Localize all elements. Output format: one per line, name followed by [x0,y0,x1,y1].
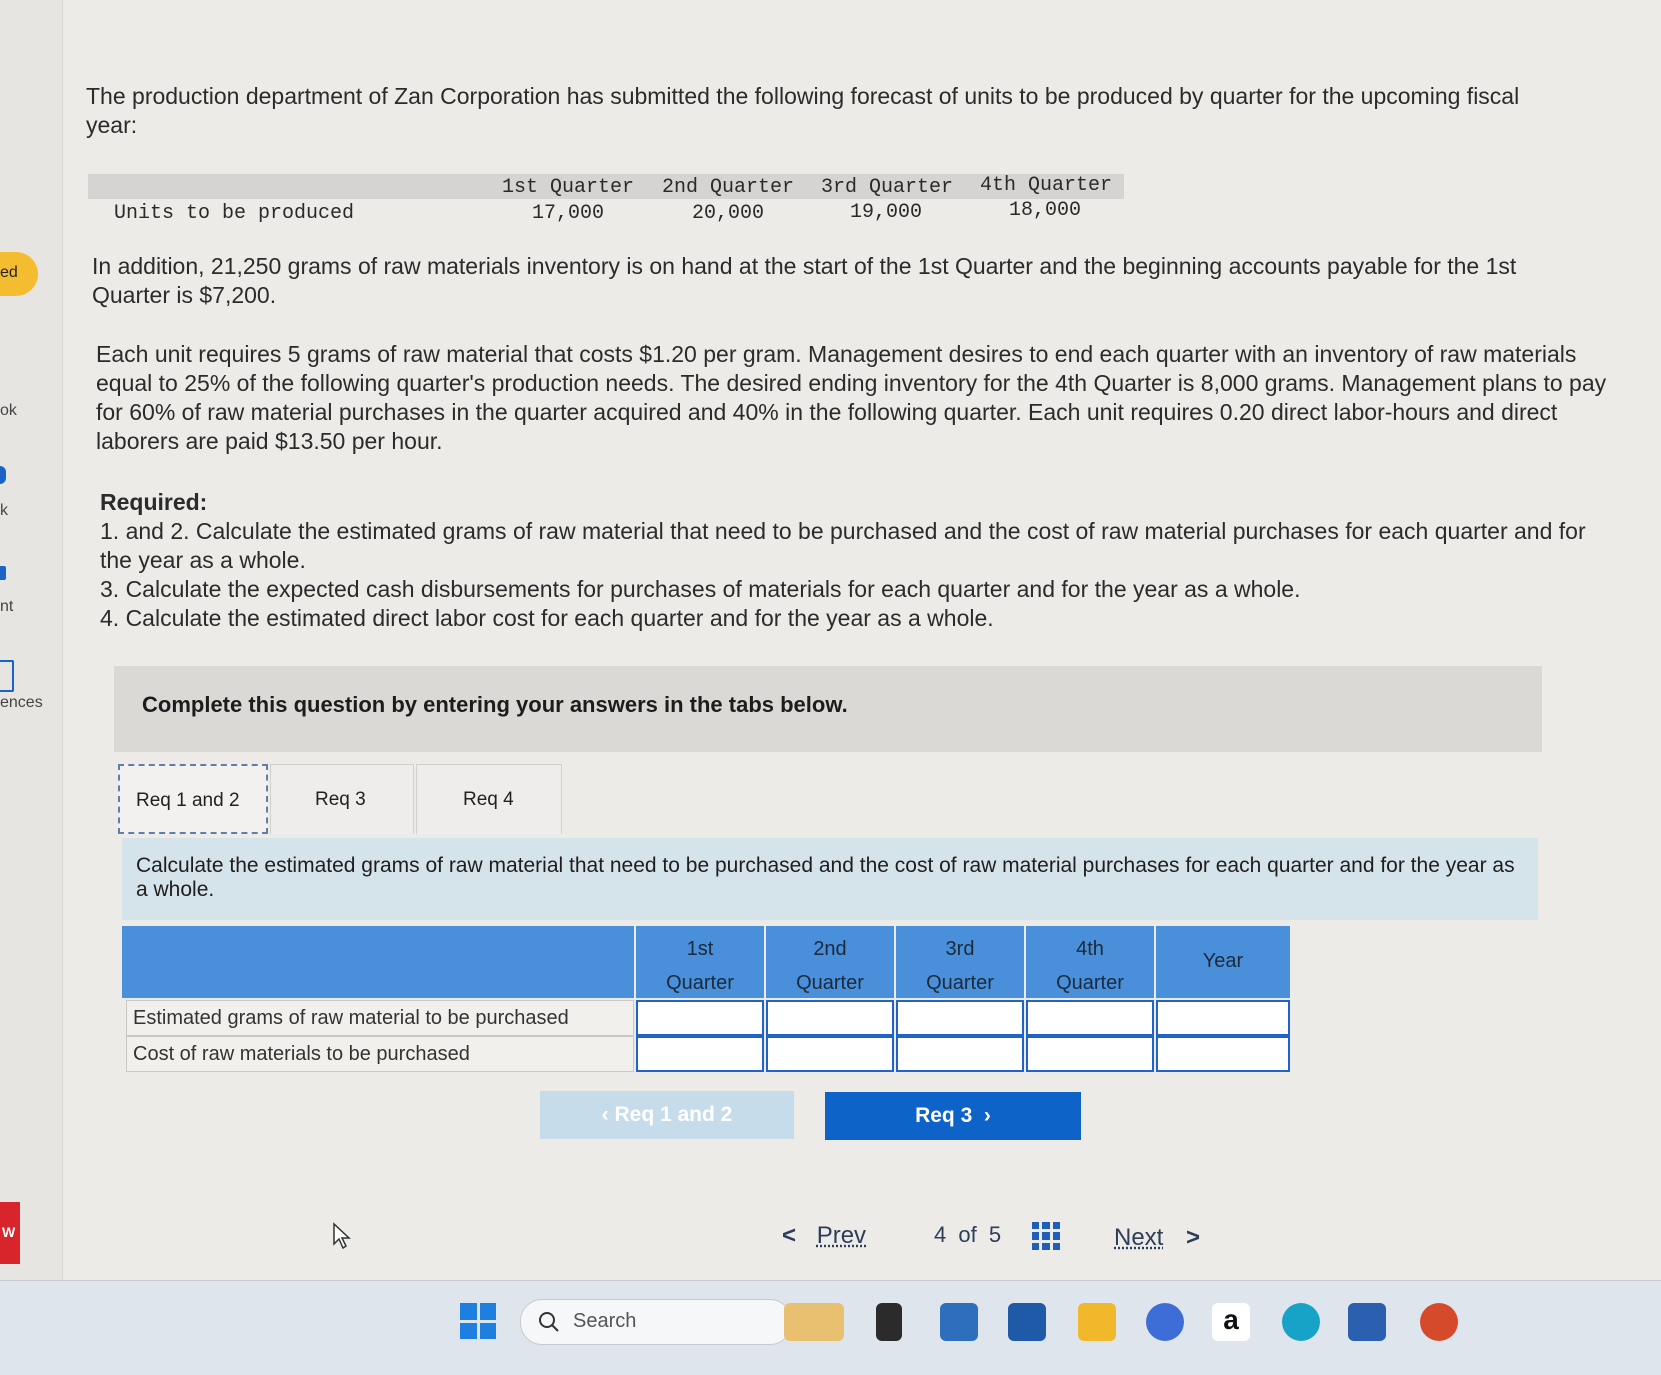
required-item-2: 3. Calculate the expected cash disbursements for purchases of materials for each quarter and for the year as a whole. [100,576,1301,602]
row-label-grams: Estimated grams of raw material to be purchased [126,1000,634,1036]
chevron-left-icon: ‹ [601,1103,609,1126]
tab-label: Req 3 [315,789,366,810]
answer-table-header-blank [122,926,634,998]
forecast-value-q2: 20,000 [692,202,765,225]
tab-instruction [122,838,1538,920]
input-cost-q2[interactable] [766,1036,894,1072]
pagination-next[interactable]: Next > [1114,1224,1201,1251]
forecast-row-label: Units to be produced [114,202,355,225]
column-header-q1: 1st Quarter [636,926,764,998]
required-title: Required: [100,489,208,515]
file-explorer-icon[interactable] [1078,1303,1116,1341]
forecast-table [88,174,1124,230]
left-sidebar [0,0,63,1280]
forecast-value-q3: 19,000 [850,201,923,224]
taskbar-search[interactable]: Search [520,1299,792,1345]
answer-table [122,926,1292,1076]
column-header-year: Year [1156,926,1290,998]
input-grams-q4[interactable] [1026,1000,1154,1036]
sidebar-item-ebook[interactable]: ok [0,402,17,419]
tab-req-4[interactable] [416,764,562,834]
chevron-left-icon: < [782,1222,797,1249]
task-view-icon[interactable] [876,1303,902,1341]
input-grams-q2[interactable] [766,1000,894,1036]
prev-req-button[interactable]: ‹ Req 1 and 2 [540,1091,794,1139]
sidebar-label: ed [0,264,18,281]
input-grams-q3[interactable] [896,1000,1024,1036]
tab-label: Req 1 and 2 [136,790,240,811]
input-cost-q3[interactable] [896,1036,1024,1072]
windows-start-icon[interactable] [460,1303,496,1339]
windows-taskbar [0,1280,1661,1375]
mouse-cursor-icon [332,1222,352,1250]
row-label-cost: Cost of raw materials to be purchased [126,1036,634,1072]
intro-paragraph: The production department of Zan Corporation has submitted the following forecast of units to be produced by quarter for the upcoming fiscal year: [86,83,1520,138]
forecast-value-q4: 18,000 [1009,199,1082,222]
mail-icon[interactable] [1008,1303,1046,1341]
forecast-header-q1: 1st Quarter [502,176,635,199]
powerpoint-icon[interactable] [1420,1303,1458,1341]
pagination-indicator: 4 of 5 [934,1222,1002,1247]
pagination-prev[interactable]: < Prev [782,1222,867,1249]
word-icon[interactable] [1348,1303,1386,1341]
search-icon [537,1310,561,1334]
forecast-header-q4: 4th Quarter [980,174,1113,197]
tab-req-1-and-2[interactable] [118,764,268,834]
column-header-q4: 4th Quarter [1026,926,1154,998]
question-grid-icon[interactable] [1032,1222,1060,1250]
sidebar-dot-icon [0,466,6,484]
widgets-icon[interactable] [784,1303,844,1341]
store-icon[interactable] [940,1303,978,1341]
sidebar-item-ask[interactable]: k [0,502,8,519]
tab-label: Req 4 [463,789,514,810]
instructions-banner-text: Complete this question by entering your answers in the tabs below. [142,692,848,717]
sidebar-item-print[interactable]: nt [0,598,14,615]
input-grams-year[interactable] [1156,1000,1290,1036]
assumptions-paragraph: Each unit requires 5 grams of raw material that costs $1.20 per gram. Management desires to end each quarter with an inventory of raw materials equal to 25% of the following quarter's production needs. The desired ending inventory for the 4th Quarter is 8,000 grams. Management plans to pay for 60% of raw material purchases in the quarter acquired and 40% in the following quarter. Each unit requires 0.20 direct labor-hours and direct laborers are paid $13.50 per hour. [96,341,1607,454]
forecast-header-q3: 3rd Quarter [821,176,954,199]
forecast-header-q2: 2nd Quarter [662,176,795,199]
amazon-icon[interactable]: a [1212,1303,1250,1341]
chevron-right-icon: › [983,1104,991,1127]
tab-req-3[interactable] [270,764,414,834]
column-header-q2: 2nd Quarter [766,926,894,998]
instructions-banner [114,666,1542,752]
required-section [100,488,1620,633]
input-cost-year[interactable] [1156,1036,1290,1072]
input-grams-q1[interactable] [636,1000,764,1036]
required-item-1: 1. and 2. Calculate the estimated grams of raw material that need to be purchased and the cost of raw material purchases for each quarter and for the year as a whole. [100,518,1586,573]
next-req-button[interactable]: Req 3 › [825,1092,1081,1140]
required-item-3: 4. Calculate the estimated direct labor cost for each quarter and for the year as a whole. [100,605,994,631]
inventory-paragraph: In addition, 21,250 grams of raw materials inventory is on hand at the start of the 1st Quarter and the beginning accounts payable for the 1st Quarter is $7,200. [92,253,1517,308]
input-cost-q1[interactable] [636,1036,764,1072]
edge-browser-icon[interactable] [1282,1303,1320,1341]
sidebar-item-references[interactable]: ences [0,694,43,711]
tab-instruction-text: Calculate the estimated grams of raw material that need to be purchased and the cost of raw material purchases for each quarter and for the year as a whole. [136,854,1515,901]
mcgraw-hill-badge: W [0,1202,20,1264]
chevron-right-icon: > [1186,1224,1201,1251]
sidebar-print-icon [0,566,6,580]
sidebar-references-icon [0,660,14,692]
sidebar-item-highlighted[interactable] [0,252,38,296]
app-icon[interactable] [1146,1303,1184,1341]
column-header-q3: 3rd Quarter [896,926,1024,998]
forecast-value-q1: 17,000 [532,202,605,225]
input-cost-q4[interactable] [1026,1036,1154,1072]
